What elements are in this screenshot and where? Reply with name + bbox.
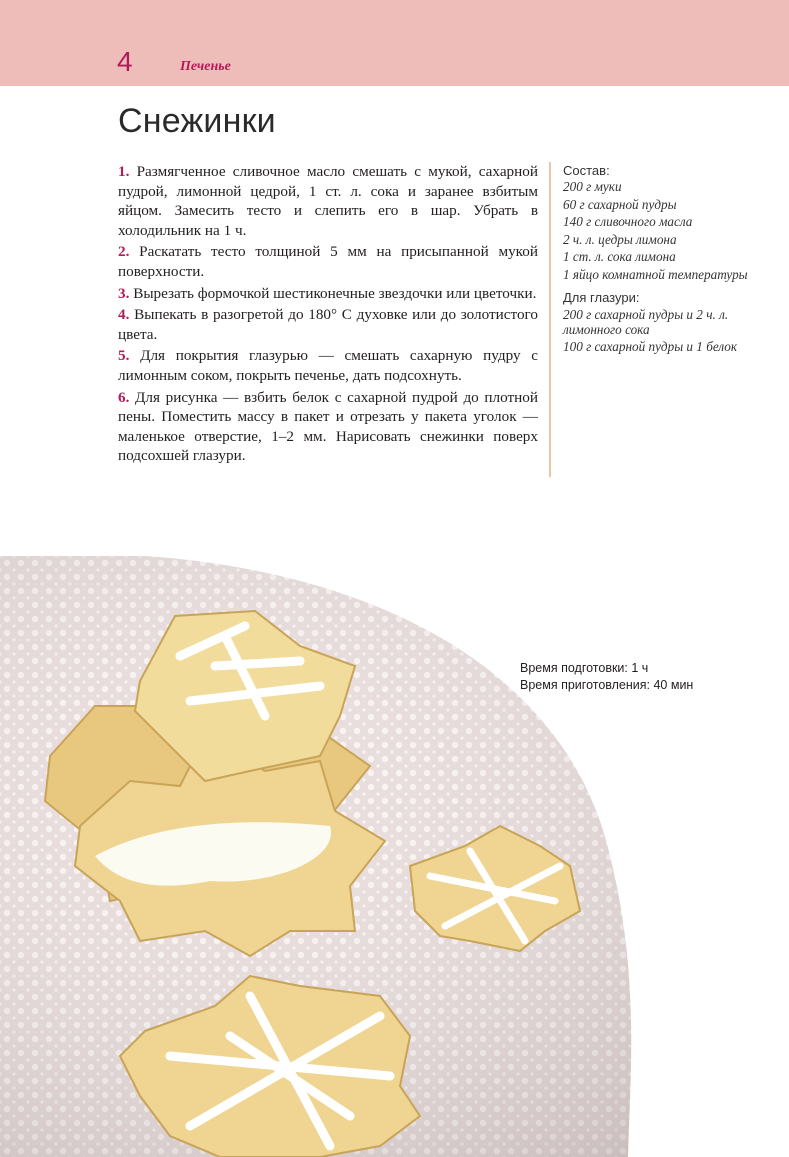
ingredients-panel [563,162,763,357]
step-4 [118,305,538,344]
glaze-item: 100 г сахарной пудры и 1 белок [563,339,738,355]
step-number: 3. [118,284,130,302]
ingredient-item: 60 г сахарной пудры [563,196,677,212]
step-text: Вырезать формочкой шестиконечные звездочки или цветочки. [133,284,537,302]
cookies-photo [0,556,789,1157]
ingredient-item: 1 яйцо комнатной температуры [563,266,748,282]
step-2 [118,242,538,281]
recipe-steps [118,162,538,468]
step-6 [118,388,538,466]
ingredients-heading: Состав: [563,163,610,178]
ingredient-item: 1 ст. л. сока лимона [563,249,676,265]
ingredient-item: 140 г сливочного масла [563,214,693,230]
column-divider [549,162,551,477]
glaze-item: 200 г сахарной пудры и 2 ч. л. лимонного сока [563,306,729,337]
step-number: 5. [118,347,130,365]
step-number: 6. [118,388,130,406]
recipe-times [520,660,693,694]
page-number: 4 [117,46,133,77]
section-name: Печенье [180,59,231,74]
step-text: Выпекать в разогретой до 180° С духовке или до золотистого цвета. [118,306,539,343]
step-text: Для покрытия глазурью — смешать сахарную пудру с лимонным соком, покрыть печенье, дать подсохнуть. [118,347,539,384]
step-number: 1. [118,163,130,180]
step-number: 2. [118,243,130,261]
step-text: Размягченное сливочное масло смешать с мукой, сахарной пудрой, лимонной цедрой, 1 ст. л. сока и заранее взбитым яйцом. Замесить тесто и слепить его в шар. Убрать в холодильник на 1 ч. [118,163,538,239]
ingredient-item: 200 г муки [563,179,622,195]
glaze-heading: Для глазури: [563,290,640,306]
step-text: Для рисунка — взбить белок с сахарной пудрой до плотной пены. Поместить массу в пакет и отрезать у пакета уголок — маленькое отверстие, 1–2 мм. Нарисовать снежинки поверх подсохшей глазури. [118,388,539,465]
step-3 [118,284,538,304]
recipe-title: Снежинки [118,102,276,140]
cook-time: Время приготовления: 40 мин [520,678,694,692]
ingredient-item: 2 ч. л. цедры лимона [563,231,677,247]
step-text: Раскатать тесто толщиной 5 мм на присыпанной мукой поверхности. [118,243,539,280]
step-1 [118,162,538,240]
prep-time: Время подготовки: 1 ч [520,661,649,675]
step-5 [118,346,538,385]
step-number: 4. [118,306,130,324]
